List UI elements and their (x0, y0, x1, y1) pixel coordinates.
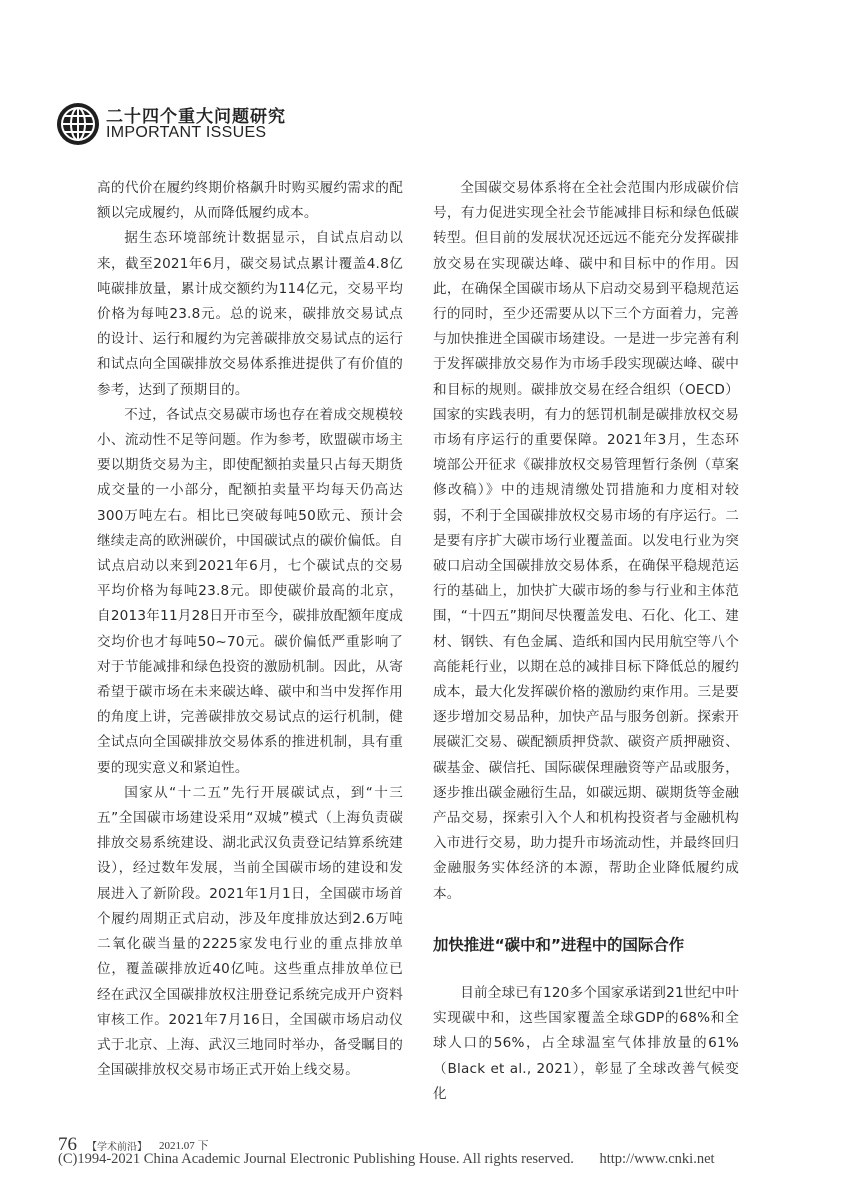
cnki-url: http://www.cnki.net (599, 1151, 715, 1167)
copyright-line (58, 1151, 715, 1168)
paragraph: 目前全球已有120多个国家承诺到21世纪中叶实现碳中和，这些国家覆盖全球GDP的68%和全球人口的56%，占全球温室气体排放量的61%（Black et al., 2021），彰显了全球改善气候变化 (433, 984, 739, 1102)
header-title-cn: 二十四个重大问题研究 (106, 107, 286, 127)
paragraph: 据生态环境部统计数据显示，自试点启动以来，截至2021年6月，碳交易试点累计覆盖4.8亿吨碳排放量，累计成交额约为114亿元，交易平均价格为每吨23.8元。总的说来，碳排放交易试点的设计、运行和履约为完善碳排放交易试点的运行和试点向全国碳排放交易体系推进提供了有价值的参考，达到了预期目的。 (97, 230, 403, 398)
header-title-en: IMPORTANT ISSUES (106, 124, 267, 141)
issue-label: 2021.07 下 (159, 1140, 209, 1152)
paragraph: 国家从“十二五”先行开展碳试点，到“十三五”全国碳市场建设采用“双城”模式（上海负责碳排放交易系统建设、湖北武汉负责登记结算系统建设），经过数年发展，当前全国碳市场的建设和发展进入了新阶段。2021年1月1日，全国碳市场首个履约周期正式启动，涉及年度排放达到2.6万吨二氧化碳当量的2225家发电行业的重点排放单位，覆盖碳排放近40亿吨。这些重点排放单位已经在武汉全国碳排放权注册登记系统完成开户资料审核工作。2021年7月16日，全国碳市场启动仪式于北京、上海、武汉三地同时举办，备受瞩目的全国碳排放权交易市场正式开始上线交易。 (97, 784, 403, 1079)
copyright-text: (C)1994-2021 China Academic Journal Electronic Publishing House. All rights reserved. (58, 1151, 574, 1167)
globe-icon (56, 102, 100, 146)
journal-name: 【学术前沿】 (87, 1141, 147, 1153)
right-column (433, 176, 739, 1107)
paragraph: 全国碳交易体系将在全社会范围内形成碳价信号，有力促进实现全社会节能减排目标和绿色低碳转型。但目前的发展状况还远远不能充分发挥碳排放交易在实现碳达峰、碳中和目标中的作用。因此，在确保全国碳市场从下启动交易到平稳规范运行的同时，至少还需要从以下三个方面着力，完善与加快推进全国碳市场建设。一是进一步完善有利于发挥碳排放交易作为市场手段实现碳达峰、碳中和目标的规则。碳排放交易在经合组织（OECD）国家的实践表明，有力的惩罚机制是碳排放权交易市场有序运行的重要保障。2021年3月，生态环境部公开征求《碳排放权交易管理暂行条例（草案修改稿）》中的违规清缴处罚措施和力度相对较弱，不利于全国碳排放权交易市场的有序运行。二是要有序扩大碳市场行业覆盖面。以发电行业为突破口启动全国碳排放交易体系，在确保平稳规范运行的基础上，加快扩大碳市场的参与行业和主体范围，“十四五”期间尽快覆盖发电、石化、化工、建材、钢铁、有色金属、造纸和国内民用航空等八个高能耗行业，以期在总的减排目标下降低总的履约成本，最大化发挥碳价格的激励约束作用。三是要逐步增加交易品种，加快产品与服务创新。探索开展碳汇交易、碳配额质押贷款、碳资产质押融资、碳基金、碳信托、国际碳保理融资等产品或服务，逐步推出碳金融衍生品，如碳远期、碳期货等金融产品交易，探索引入个人和机构投资者与金融机构入市进行交易，助力提升市场流动性，并最终回归金融服务实体经济的本源，帮助企业降低履约成本。 (433, 180, 739, 902)
paragraph: 不过，各试点交易碳市场也存在着成交规模较小、流动性不足等问题。作为参考，欧盟碳市场主要以期货交易为主，即使配额拍卖量只占每天期货成交量的一小部分，配额拍卖量平均每天仍高达300万吨左右。相比已突破每吨50欧元、预计会继续走高的欧洲碳价，中国碳试点的碳价偏低。自试点启动以来到2021年6月，七个碳试点的交易平均价格为每吨23.8元。即使碳价最高的北京，自2013年11月28日开市至今，碳排放配额年度成交均价也才每吨50~70元。碳价偏低严重影响了对于节能减排和绿色投资的激励机制。因此，从寄希望于碳市场在未来碳达峰、碳中和当中发挥作用的角度上讲，完善碳排放交易试点的运行机制，健全试点向全国碳排放交易体系的推进机制，具有重要的现实意义和紧迫性。 (97, 406, 403, 776)
paragraph: 高的代价在履约终期价格飙升时购买履约需求的配额以完成履约，从而降低履约成本。 (97, 180, 403, 222)
section-heading: 加快推进“碳中和”进程中的国际合作 (433, 935, 685, 954)
left-column (97, 176, 403, 1083)
page-number: 76 (58, 1134, 77, 1155)
